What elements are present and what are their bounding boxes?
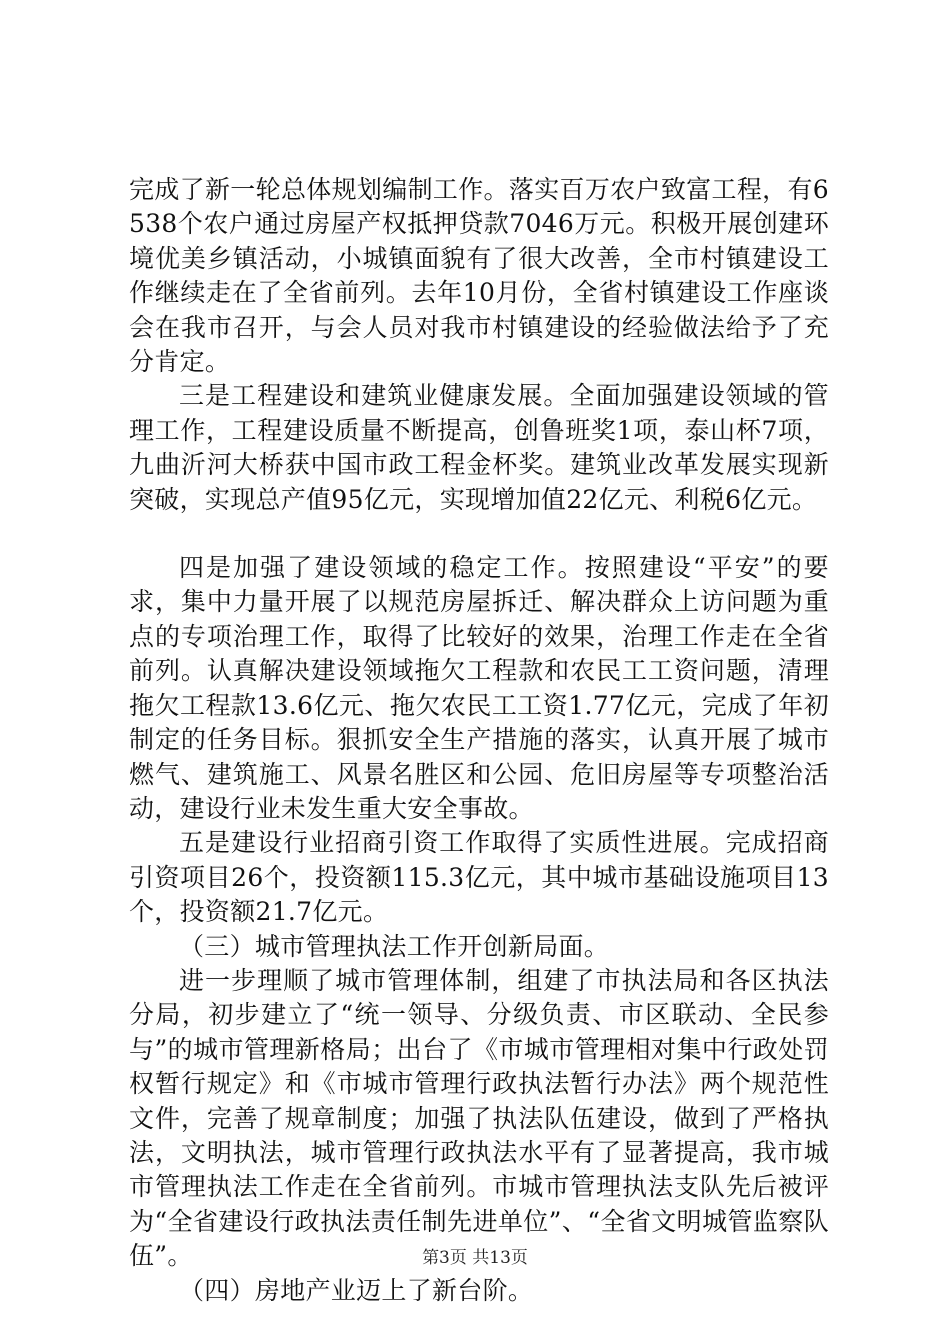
- document-body: [129, 173, 829, 1308]
- paragraph-stability-work: 四是加强了建设领域的稳定工作。按照建设“平安”的要求，集中力量开展了以规范房屋拆迁、解决群众上访问题为重点的专项治理工作，取得了比较好的效果，治理工作走在全省前列。认真解决建设领域拖欠工程款和农民工工资问题，清理拖欠工程款13.6亿元、拖欠农民工工资1.77亿元，完成了年初制定的任务目标。狠抓安全生产措施的落实，认真开展了城市燃气、建筑施工、风景名胜区和公园、危旧房屋等专项整治活动，建设行业未发生重大安全事故。: [129, 553, 829, 823]
- paragraph-village-town-construction: 完成了新一轮总体规划编制工作。落实百万农户致富工程，有6538个农户通过房屋产权抵押贷款7046万元。积极开展创建环境优美乡镇活动，小城镇面貌有了很大改善，全市村镇建设工作继续走在了全省前列。去年10月份，全省村镇建设工作座谈会在我市召开，与会人员对我市村镇建设的经验做法给予了充分肯定。: [129, 175, 829, 377]
- paragraph-urban-management: 进一步理顺了城市管理体制，组建了市执法局和各区执法分局，初步建立了“统一领导、分级负责、市区联动、全民参与”的城市管理新格局；出台了《市城市管理相对集中行政处罚权暂行规定》和《市城市管理行政执法暂行办法》两个规范性文件，完善了规章制度；加强了执法队伍建设，做到了严格执法，文明执法，城市管理行政执法水平有了显著提高，我市城市管理执法工作走在全省前列。市城市管理执法支队先后被评为“全省建设行政执法责任制先进单位”、“全省文明城管监察队伍”。: [129, 965, 829, 1271]
- section-heading-real-estate: （四）房地产业迈上了新台阶。: [179, 1275, 534, 1305]
- section-heading-urban-management: （三）城市管理执法工作开创新局面。: [179, 931, 610, 961]
- page-number-footer: 第3页 共13页: [422, 1248, 528, 1268]
- paragraph-investment-attraction: 五是建设行业招商引资工作取得了实质性进展。完成招商引资项目26个，投资额115.3亿元，其中城市基础设施项目13个，投资额21.7亿元。: [129, 828, 829, 927]
- paragraph-engineering-construction: 三是工程建设和建筑业健康发展。全面加强建设领域的管理工作，工程建设质量不断提高，创鲁班奖1项，泰山杯7项，九曲沂河大桥获中国市政工程金杯奖。建筑业改革发展实现新突破，实现总产值95亿元，实现增加值22亿元、利税6亿元。: [129, 381, 829, 514]
